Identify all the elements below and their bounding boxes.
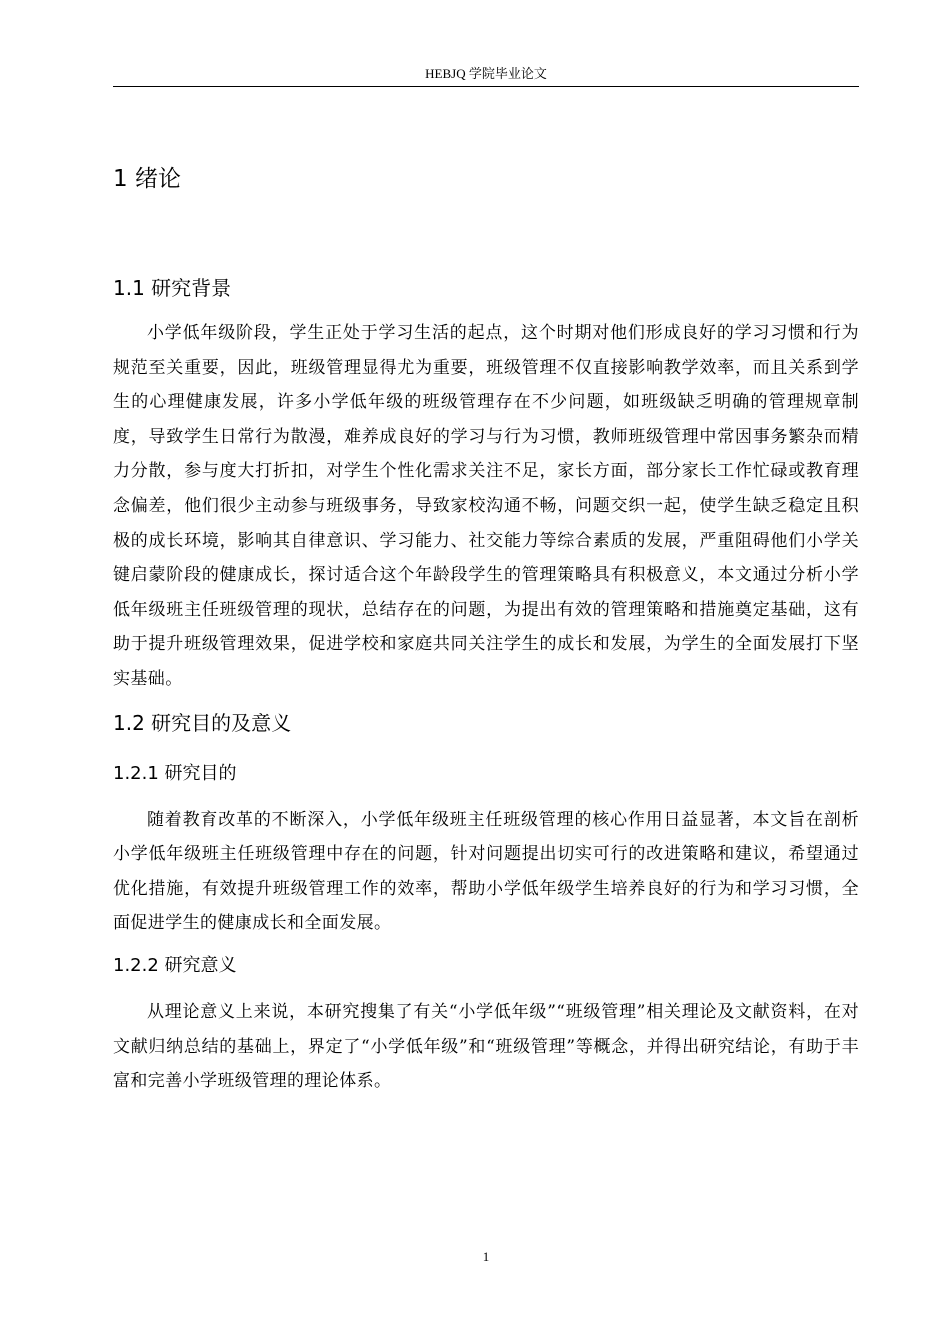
chapter-title: 1 绪论 [113,166,181,192]
subsection-heading-research-purpose: 1.2.1 研究目的 [113,762,237,784]
page-content [113,150,859,1099]
header-divider [113,86,859,87]
running-header: HEBJQ 学院毕业论文 [425,66,547,81]
paragraph-research-significance: 从理论意义上来说，本研究搜集了有关“小学低年级”“班级管理”相关理论及文献资料，在对文献归纳总结的基础上，界定了“小学低年级”和“班级管理”等概念，并得出研究结论，有助于丰富和完善小学班级管理的理论体系。 [113,1001,859,1092]
paragraph-research-background: 小学低年级阶段，学生正处于学习生活的起点，这个时期对他们形成良好的学习习惯和行为规范至关重要，因此，班级管理显得尤为重要，班级管理不仅直接影响教学效率，而且关系到学生的心理健康发展，许多小学低年级的班级管理存在不少问题，如班级缺乏明确的管理规章制度，导致学生日常行为散漫，难养成良好的学习与行为习惯，教师班级管理中常因事务繁杂而精力分散，参与度大打折扣，对学生个性化需求关注不足，家长方面，部分家长工作忙碌或教育理念偏差，他们很少主动参与班级事务，导致家校沟通不畅，问题交织一起，使学生缺乏稳定且积极的成长环境，影响其自律意识、学习能力、社交能力等综合素质的发展，严重阻碍他们小学关键启蒙阶段的健康成长，探讨适合这个年龄段学生的管理策略具有积极意义，本文通过分析小学低年级班主任班级管理的现状，总结存在的问题，为提出有效的管理策略和措施奠定基础，这有助于提升班级管理效果，促进学校和家庭共同关注学生的成长和发展，为学生的全面发展打下坚实基础。 [113,323,859,689]
subsection-heading-research-significance: 1.2.2 研究意义 [113,954,237,976]
page-number: 1 [482,1249,490,1264]
section-heading-research-background: 1.1 研究背景 [113,276,232,300]
paragraph-research-purpose: 随着教育改革的不断深入，小学低年级班主任班级管理的核心作用日益显著，本文旨在剖析小学低年级班主任班级管理中存在的问题，针对问题提出切实可行的改进策略和建议，希望通过优化措施，有效提升班级管理工作的效率，帮助小学低年级学生培养良好的行为和学习习惯，全面促进学生的健康成长和全面发展。 [113,809,859,934]
section-heading-purpose-and-significance: 1.2 研究目的及意义 [113,710,292,735]
